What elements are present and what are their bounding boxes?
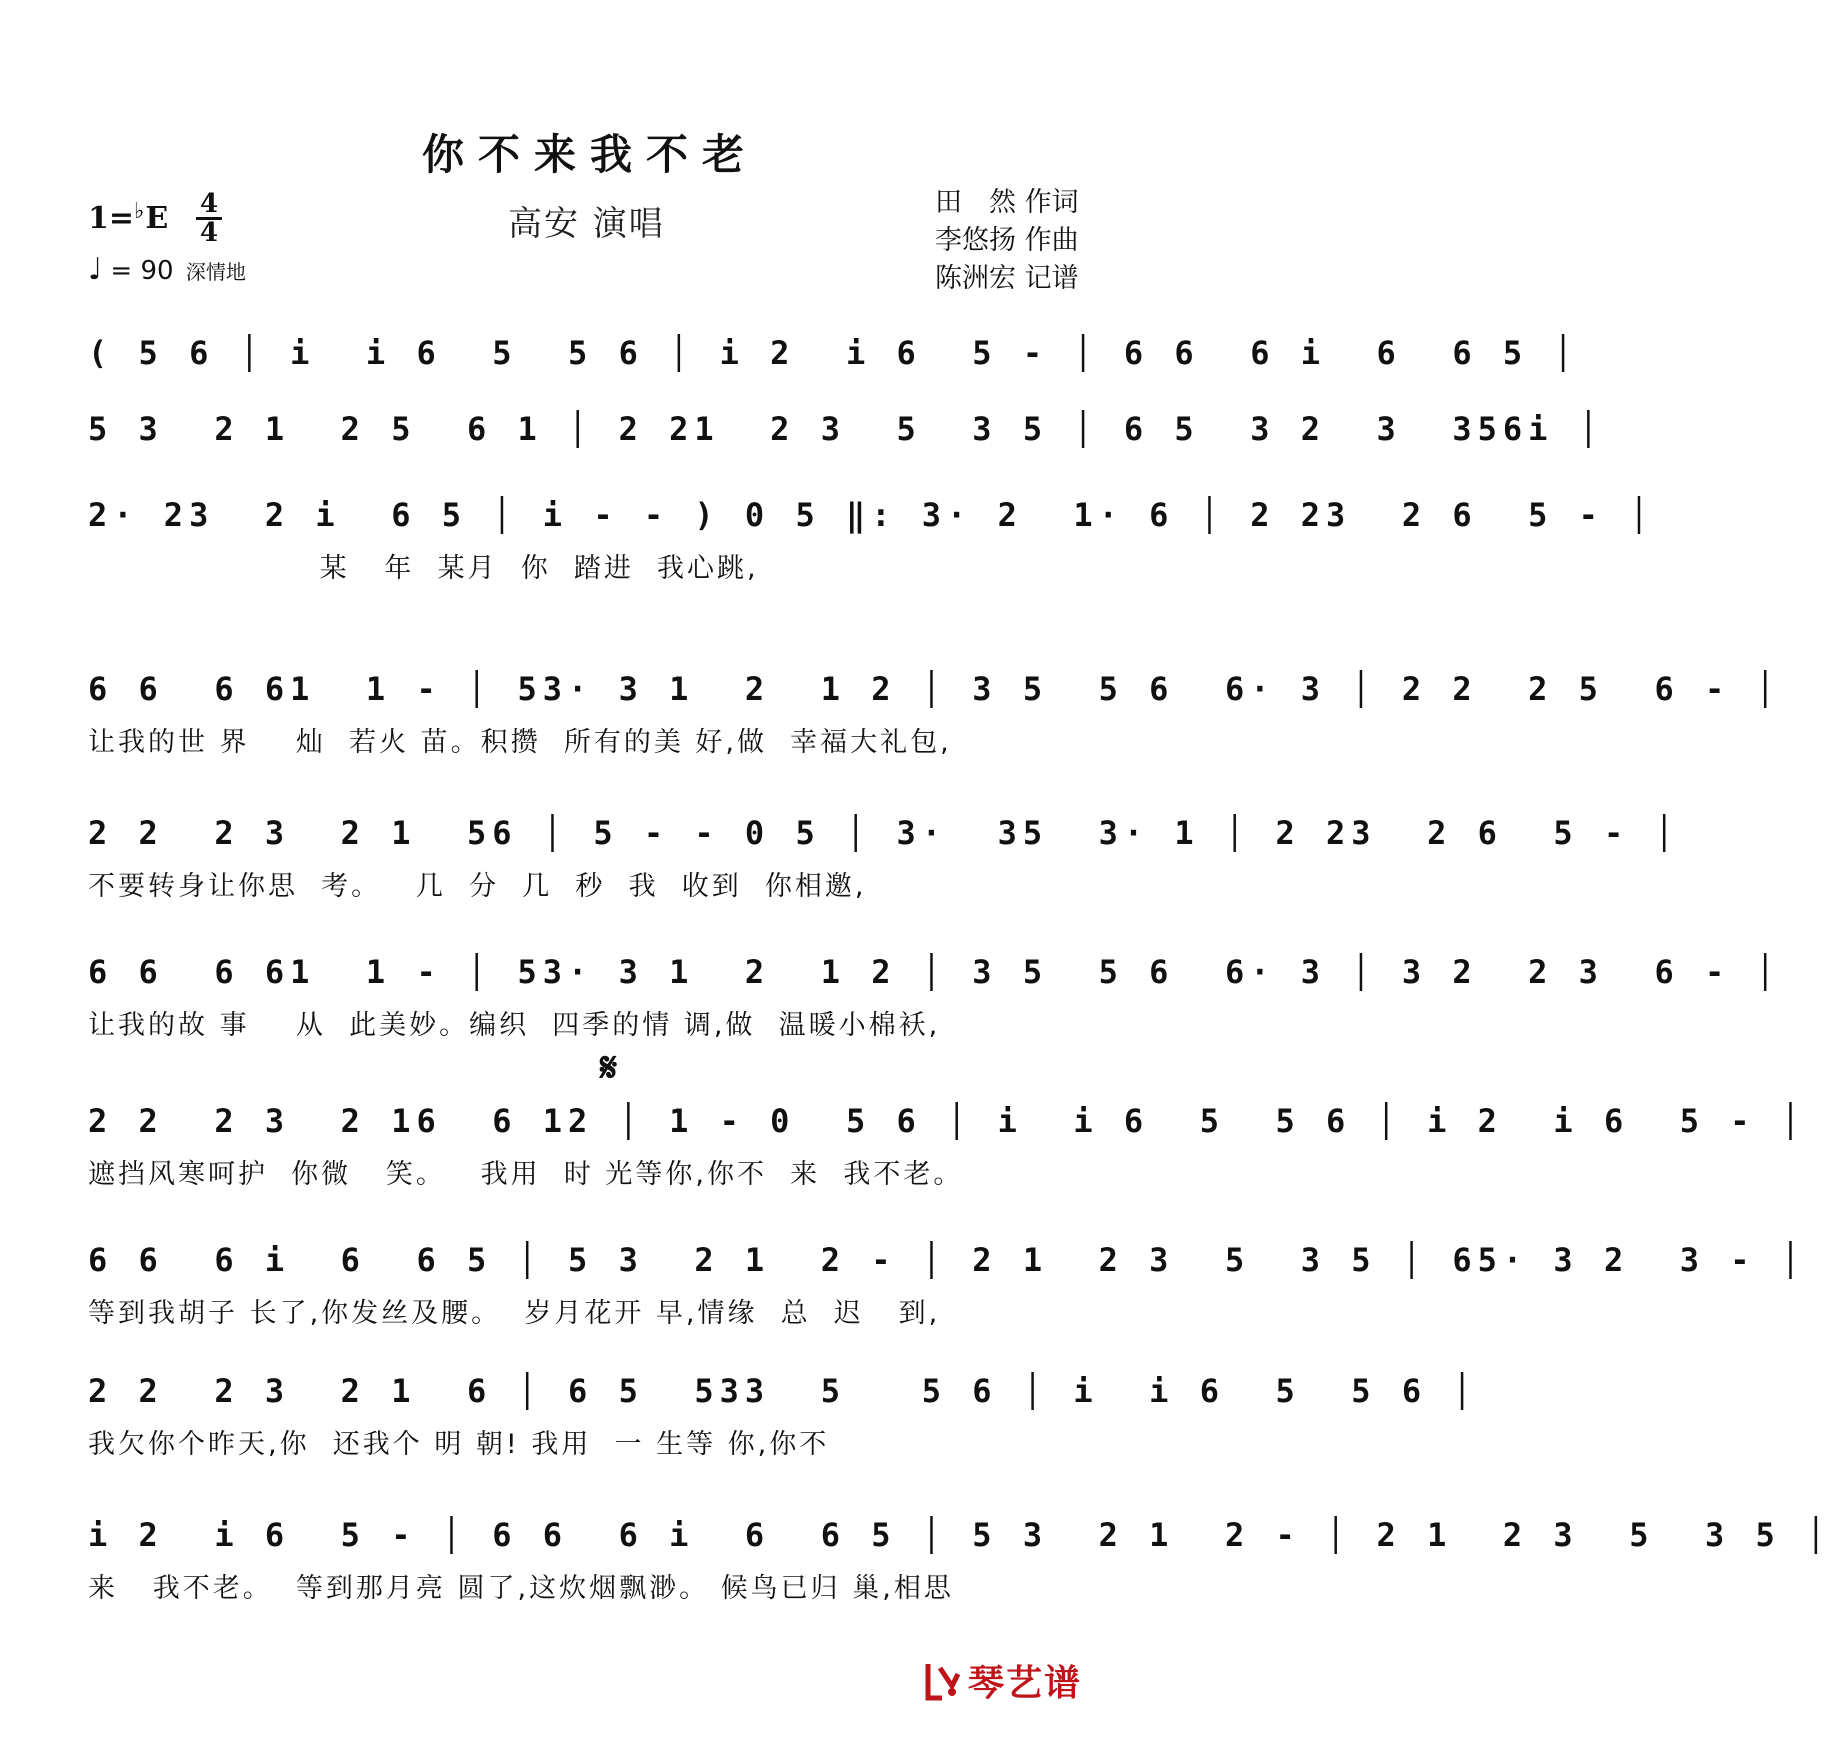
lyric-line: 让我的故 事 从 此美妙。编织 四季的情 调,做 温暖小棉袄, bbox=[88, 1010, 941, 1041]
lyric-line: 遮挡风寒呵护 你微 笑。 我用 时 光等你,你不 来 我不老。 bbox=[88, 1159, 964, 1190]
notation-line: 6 6 6 i 6 6 5 │ 5 3 2 1 2 - │ 2 1 2 3 5 3 5 │ 65· 3 2 3 - │ bbox=[88, 1241, 1807, 1279]
tempo-marking bbox=[88, 252, 246, 287]
lyric-line: 让我的世 界 灿 若火 苗。积攒 所有的美 好,做 幸福大礼包, bbox=[88, 727, 952, 758]
key-prefix: 1= bbox=[88, 201, 135, 236]
score-system-5 bbox=[88, 806, 1680, 902]
segno-sign: 𝄋 bbox=[600, 1045, 618, 1091]
lyric-line: 某 年 某月 你 踏进 我心跳, bbox=[88, 553, 759, 584]
notation-line: i 2 i 6 5 - │ 6 6 6 i 6 6 5 │ 5 3 2 1 2 - │ 2 1 2 3 5 3 5 │ bbox=[88, 1516, 1831, 1554]
score-system-8 bbox=[88, 1233, 1807, 1329]
score-system-4 bbox=[88, 662, 1781, 758]
score-system-10 bbox=[88, 1508, 1831, 1604]
lyricist-credit: 田 然 作词 bbox=[935, 187, 1079, 218]
score-system-6 bbox=[88, 945, 1781, 1041]
notation-line: 2 2 2 3 2 1 6 │ 6 5 533 5 5 6 │ i i 6 5 5 6 │ bbox=[88, 1372, 1478, 1410]
singer-credit: 高安 演唱 bbox=[508, 204, 665, 244]
time-signature bbox=[196, 189, 222, 248]
notation-line: 6 6 6 61 1 - │ 53· 3 1 2 1 2 │ 3 5 5 6 6· 3 │ 3 2 2 3 6 - │ bbox=[88, 953, 1781, 991]
song-title: 你不来我不老 bbox=[421, 130, 758, 179]
notation-line: 6 6 6 61 1 - │ 53· 3 1 2 1 2 │ 3 5 5 6 6· 3 │ 2 2 2 5 6 - │ bbox=[88, 670, 1781, 708]
notation-line: 2 2 2 3 2 16 6 12 │ 1 - 0 5 6 │ i i 6 5 5 6 │ i 2 i 6 5 - │ bbox=[88, 1102, 1807, 1140]
credits-block bbox=[935, 184, 1079, 298]
key-signature bbox=[88, 198, 168, 236]
tempo-value: = 90 bbox=[110, 256, 174, 286]
score-system-7 bbox=[88, 1094, 1807, 1190]
composer-credit: 李悠扬 作曲 bbox=[935, 225, 1079, 256]
meter-top: 4 bbox=[199, 189, 219, 219]
quarter-note-icon: ♩ bbox=[88, 252, 103, 287]
key-note: E bbox=[145, 201, 169, 236]
score-system-2 bbox=[88, 402, 1604, 498]
lyric-line: 等到我胡子 长了,你发丝及腰。 岁月花开 早,情缘 总 迟 到, bbox=[88, 1298, 941, 1329]
notation-line: 2· 23 2 i 6 5 │ i - - ) 0 5 ‖: 3· 2 1· 6 │ 2 23 2 6 5 - │ bbox=[88, 496, 1655, 534]
expression-mark: 深情地 bbox=[185, 260, 246, 284]
lyric-line: 不要转身让你思 考。 几 分 几 秒 我 收到 你相邀, bbox=[88, 871, 867, 902]
notation-line: 5 3 2 1 2 5 6 1 │ 2 21 2 3 5 3 5 │ 6 5 3 2 3 356i │ bbox=[88, 410, 1604, 448]
lyric-line: 来 我不老。 等到那月亮 圆了,这炊烟飘渺。 候鸟已归 巢,相思 bbox=[88, 1573, 954, 1604]
notation-line: ( 5 6 │ i i 6 5 5 6 │ i 2 i 6 5 - │ 6 6 6 i 6 6 5 │ bbox=[88, 334, 1579, 372]
score-system-9 bbox=[88, 1364, 1478, 1460]
flat-sign: ♭ bbox=[134, 198, 145, 224]
notation-line: 2 2 2 3 2 1 56 │ 5 - - 0 5 │ 3· 35 3· 1 │ 2 23 2 6 5 - │ bbox=[88, 814, 1680, 852]
brand-logo bbox=[922, 1655, 1082, 1706]
logo-text: 琴艺谱 bbox=[968, 1663, 1083, 1704]
meter-bottom: 4 bbox=[199, 218, 219, 248]
transcriber-credit: 陈洲宏 记谱 bbox=[935, 263, 1079, 294]
lyric-line: 我欠你个昨天,你 还我个 明 朝! 我用 一 生等 你,你不 bbox=[88, 1429, 830, 1460]
score-system-3 bbox=[88, 488, 1655, 584]
logo-icon bbox=[922, 1660, 962, 1702]
